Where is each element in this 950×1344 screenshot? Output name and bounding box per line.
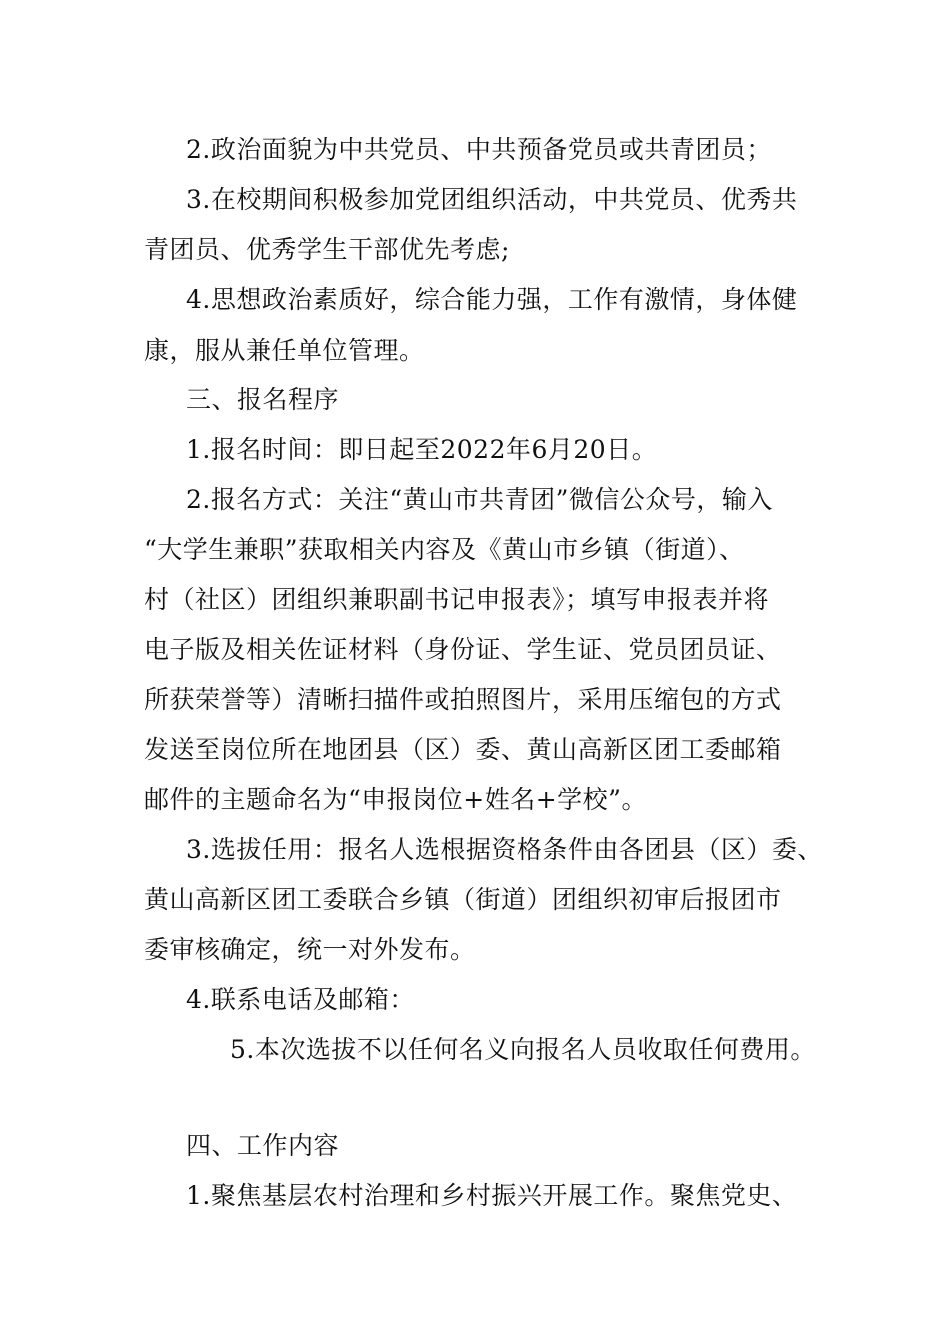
- paragraph-line: 1.聚焦基层农村治理和乡村振兴开展工作。聚焦党史、: [186, 1181, 798, 1210]
- paragraph-line: 黄山高新区团工委联合乡镇（街道）团组织初审后报团市: [144, 885, 782, 914]
- paragraph-line: 1.报名时间：即日起至2022年6月20日。: [186, 435, 658, 464]
- paragraph-line: 5.本次选拔不以任何名义向报名人员收取任何费用。: [230, 1035, 816, 1064]
- paragraph-line: 3.选拔任用：报名人选根据资格条件由各团县（区）委、: [186, 835, 823, 864]
- paragraph-line: 电子版及相关佐证材料（身份证、学生证、党员团员证、: [144, 635, 782, 664]
- paragraph-line: 所获荣誉等）清晰扫描件或拍照图片，采用压缩包的方式: [144, 685, 782, 714]
- paragraph-line: 4.思想政治素质好，综合能力强，工作有激情，身体健: [186, 285, 798, 314]
- paragraph-line: 2.政治面貌为中共党员、中共预备党员或共青团员；: [186, 135, 772, 164]
- paragraph-line: 康，服从兼任单位管理。: [144, 336, 425, 365]
- paragraph-line: 4.联系电话及邮箱：: [186, 985, 415, 1014]
- section-heading: 三、报名程序: [186, 385, 340, 414]
- paragraph-line: 邮件的主题命名为“申报岗位+姓名+学校”。: [144, 785, 647, 814]
- paragraph-line: 委审核确定，统一对外发布。: [144, 935, 476, 964]
- section-heading: 四、工作内容: [186, 1131, 340, 1160]
- paragraph-line: 2.报名方式：关注“黄山市共青团”微信公众号，输入: [186, 485, 773, 514]
- paragraph-line: 青团员、优秀学生干部优先考虑;: [144, 235, 510, 264]
- paragraph-line: 3.在校期间积极参加党团组织活动，中共党员、优秀共: [186, 185, 798, 214]
- paragraph-line: 村（社区）团组织兼职副书记申报表》；填写申报表并将: [144, 585, 770, 614]
- paragraph-line: “大学生兼职”获取相关内容及《黄山市乡镇（街道）、: [144, 535, 745, 564]
- paragraph-line: 发送至岗位所在地团县（区）委、黄山高新区团工委邮箱: [144, 735, 782, 764]
